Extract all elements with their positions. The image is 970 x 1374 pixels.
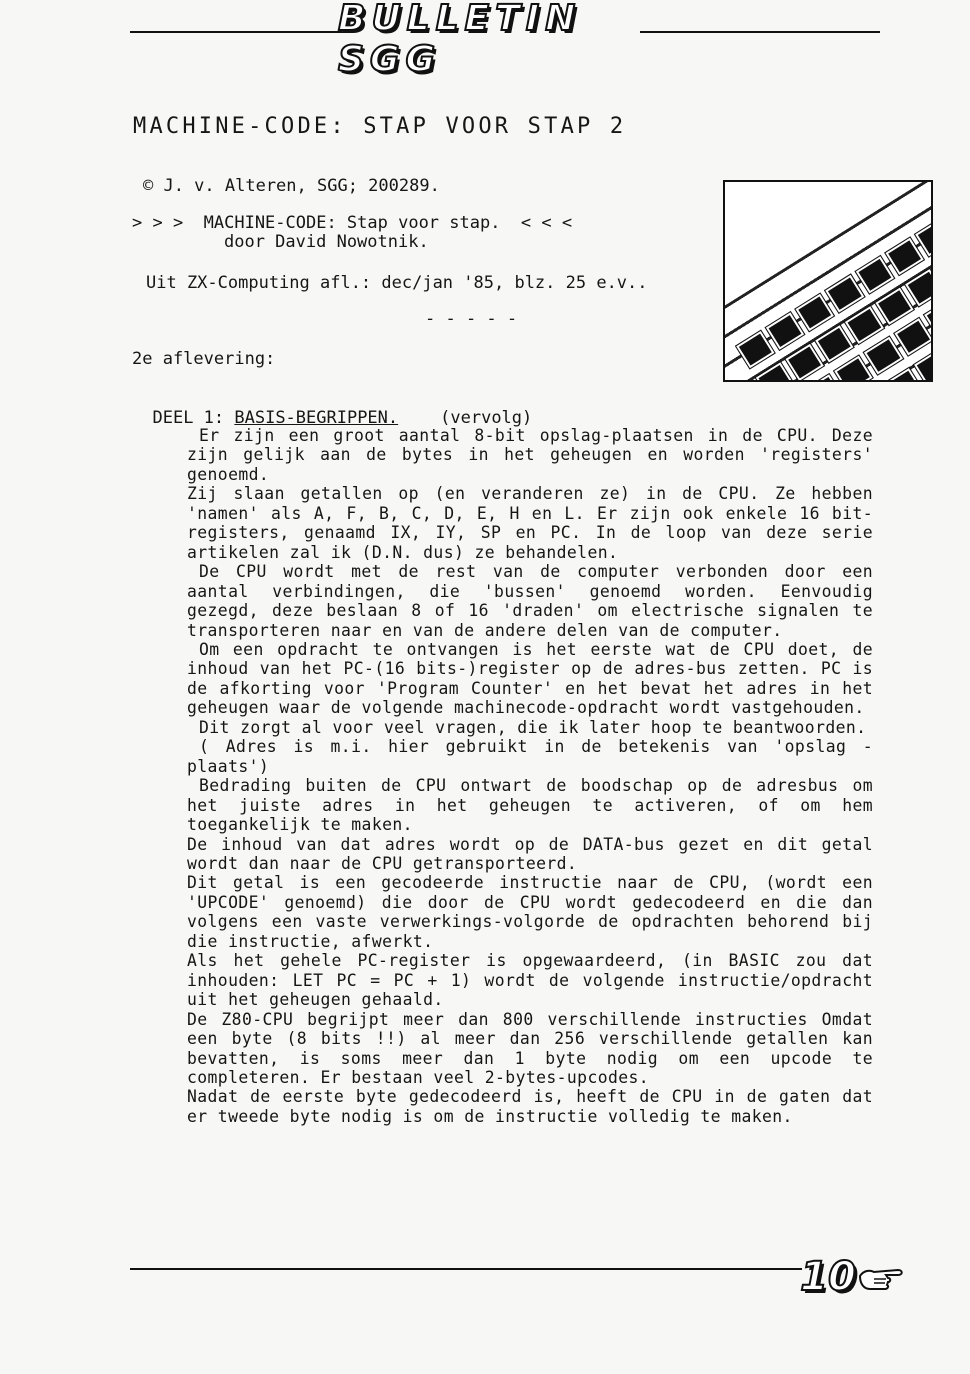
paragraph: Er zijn een groot aantal 8-bit opslag-plaatsen in de CPU. Deze zijn gelijk aan de bytes in het geheugen en worden 'registers' genoemd. xyxy=(187,426,873,484)
paragraph: Dit getal is een gecodeerde instructie naar de CPU, (wordt een 'UPCODE' genoemd) die door de CPU wordt gedecodeerd en die dan volgens een vaste verwerkings-volgorde de opdrachten behorend bij die instructie, afwerkt. xyxy=(187,873,873,951)
credit-line: © J. v. Alteren, SGG; 200289. xyxy=(143,176,440,196)
header-rule-right xyxy=(640,31,880,33)
page-title: MACHINE-CODE: STAP VOOR STAP 2 xyxy=(133,114,627,139)
page-number: 10 xyxy=(800,1254,856,1300)
episode-label: 2e aflevering: xyxy=(132,349,276,369)
paragraph: Om een opdracht te ontvangen is het eerste wat de CPU doet, de inhoud van het PC-(16 bits-)register op de adres-bus zetten. PC is de afkorting voor 'Program Counter' en het bevat het adres in het geheugen waar de volgende machinecode-opdracht wordt vastgehouden. xyxy=(187,639,873,718)
separator: - - - - - xyxy=(425,309,518,329)
paragraph: Nadat de eerste byte gedecodeerd is, heeft de CPU in de gaten dat er tweede byte nodig is om de instructie volledig te maken. xyxy=(187,1087,873,1126)
source-line: Uit ZX-Computing afl.: dec/jan '85, blz. 25 e.v.. xyxy=(146,273,648,293)
section-heading xyxy=(132,388,532,428)
paragraph: Als het gehele PC-register is opgewaardeerd, (in BASIC zou dat inhouden: LET PC = PC + 1) wordt de volgende instructie/opdracht uit het geheugen gehaald. xyxy=(187,951,873,1010)
section-suffix: (vervolg) xyxy=(440,408,533,428)
paragraph: Zij slaan getallen op (en veranderen ze) in de CPU. Ze hebben 'namen' als A, F, B, C, D, E, H en L. Er zijn ook enkele 16 bit-registers, genaamd IX, IY, SP en PC. In de loop van deze serie artikelen zal ik (D.N. dus) ze behandelen. xyxy=(187,484,873,562)
section-title: BASIS-BEGRIPPEN. xyxy=(234,408,399,428)
footer-rule xyxy=(130,1268,802,1270)
intro-line-2: door David Nowotnik. xyxy=(224,232,429,252)
paragraph: De CPU wordt met de rest van de computer verbonden door een aantal verbindingen, die 'bussen' genoemd worden. Eenvoudig gezegd, deze beslaan 8 of 16 'draden' om electrische signalen te transporteren naar en van de andere delen van de computer. xyxy=(187,562,873,640)
header-rule-left xyxy=(130,31,342,33)
paragraph: De inhoud van dat adres wordt op de DATA-bus gezet en dit getal wordt dan naar de CPU getransporteerd. xyxy=(187,834,873,873)
paragraph: ( Adres is m.i. hier gebruikt in de betekenis van 'opslag -plaats') xyxy=(187,737,873,776)
paragraph: Bedrading buiten de CPU ontwart de boodschap op de adresbus om het juiste adres in het geheugen te activeren, of om hem toegankelijk te maken. xyxy=(187,776,873,835)
section-prefix: DEEL 1: xyxy=(152,408,235,428)
article-body xyxy=(187,426,873,1126)
keyboard-illustration xyxy=(723,180,933,382)
paragraph: De Z80-CPU begrijpt meer dan 800 verschillende instructies Omdat een byte (8 bits !!) al meer dan 256 verschillende getallen kan bevatten, is soms meer dan 1 byte nodig om een upcode te completeren. Er bestaan veel 2-bytes-upcodes. xyxy=(187,1009,873,1087)
paragraph: Dit zorgt al voor veel vragen, die ik later hoop te beantwoorden. xyxy=(199,717,867,737)
pointing-hand-icon xyxy=(858,1262,906,1292)
masthead-logo: BULLETIN SGG xyxy=(338,0,582,80)
intro-line-1: > > > MACHINE-CODE: Stap voor stap. < < < xyxy=(132,213,573,233)
